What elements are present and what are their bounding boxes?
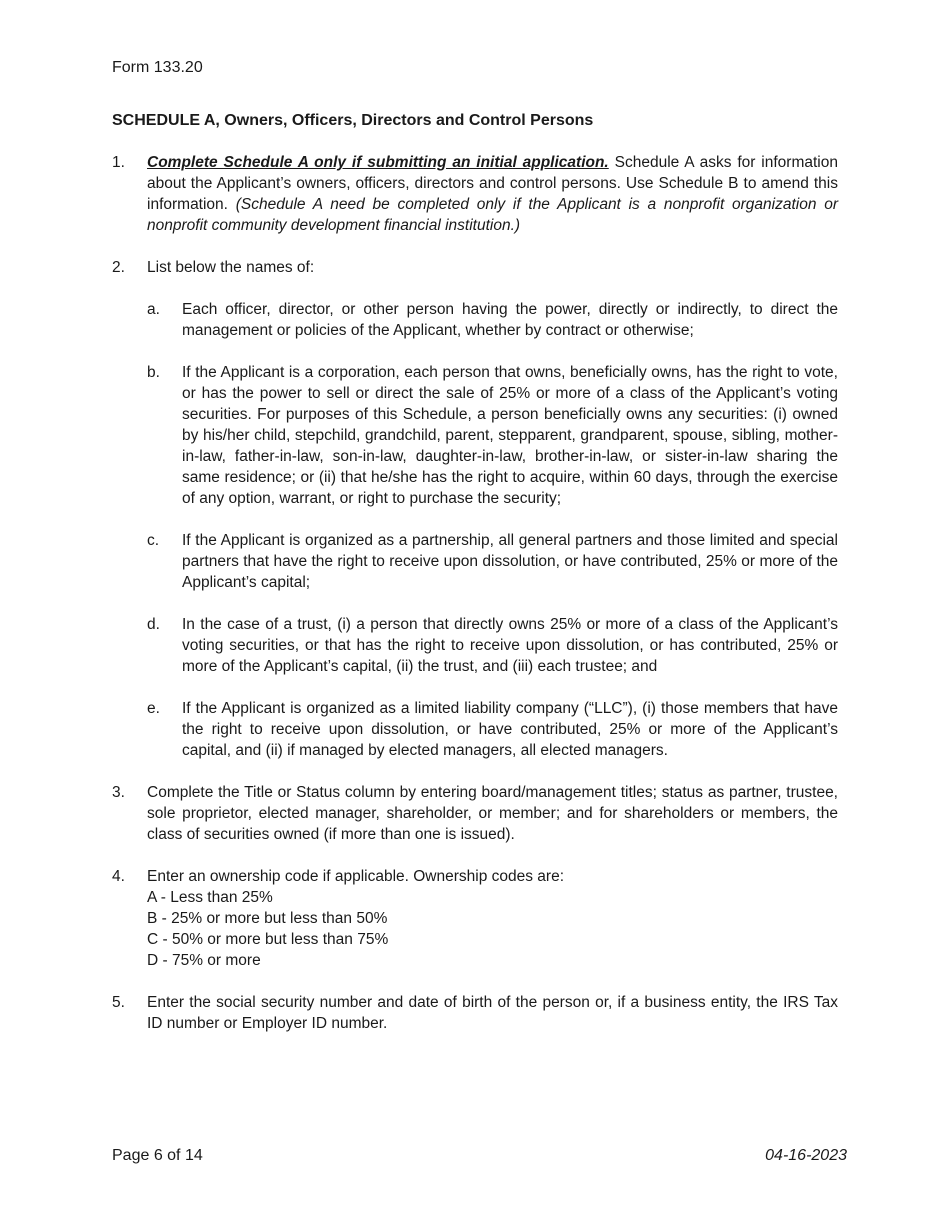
sub-item-text: If the Applicant is a corporation, each person that owns, beneficially owns, has the right to vote, or has the power to sell or direct the sale of 25% or more of a class of the Applicant’s voting securities. For purposes of this Schedule, a person beneficially owns any securities: (i) owned by his/her child, stepchild, grandchild, parent, stepparent, grandparent, spouse, sibling, mother-in-law, father-in-law, son-in-law, daughter-in-law, brother-in-law, or sister-in-law sharing the same residence; or (ii) that he/she has the right to acquire, within 60 days, through the exercise of any option, warrant, or right to purchase the security; (182, 364, 838, 507)
sub-item-letter: a. (147, 301, 160, 318)
sub-item-text: If the Applicant is organized as a partnership, all general partners and those limited and special partners that have the right to receive upon dissolution, or have contributed, 25% or more of the Applicant’s capital; (182, 532, 838, 591)
item-number: 3. (112, 784, 125, 801)
ownership-code: A - Less than 25% (147, 889, 273, 906)
sub-item-letter: c. (147, 532, 160, 549)
sub-item-text: Each officer, director, or other person having the power, directly or indirectly, to direct the management or policies of the Applicant, whether by contract or otherwise; (182, 301, 838, 339)
instruction-item-5 (112, 992, 838, 1034)
item-emphasis: Complete Schedule A only if submitting an initial application. (147, 154, 609, 171)
instructions-list (112, 152, 838, 1055)
item-number: 5. (112, 994, 125, 1011)
ownership-code: D - 75% or more (147, 952, 261, 969)
ownership-code: C - 50% or more but less than 75% (147, 931, 389, 948)
form-number: Form 133.20 (112, 59, 203, 76)
page-title: SCHEDULE A, Owners, Officers, Directors and Control Persons (112, 112, 594, 129)
sub-item-c (147, 530, 838, 593)
page-number: Page 6 of 14 (112, 1147, 203, 1164)
ownership-code: B - 25% or more but less than 50% (147, 910, 388, 927)
item-text: Schedule A asks for information about the Applicant’s owners, officers, directors and control persons. Use Schedule B to amend this information. (147, 154, 838, 213)
instruction-item-4 (112, 866, 838, 971)
sub-item-e (147, 698, 838, 761)
item-text: Enter the social security number and date of birth of the person or, if a business entity, the IRS Tax ID number or Employer ID number. (147, 994, 838, 1032)
item-italic-note: (Schedule A need be completed only if the Applicant is a nonprofit organization or nonprofit community development financial institution.) (147, 196, 838, 234)
instruction-item-1 (112, 152, 838, 236)
item-number: 1. (112, 154, 125, 171)
revision-date: 04-16-2023 (765, 1147, 847, 1164)
item-text: List below the names of: (147, 259, 315, 276)
sub-item-text: If the Applicant is organized as a limited liability company (“LLC”), (i) those members that have the right to receive upon dissolution, or have contributed, 25% or more of the Applicant’s capital, and (ii) if managed by elected managers, all elected managers. (182, 700, 838, 759)
instruction-item-3 (112, 782, 838, 845)
item-number: 4. (112, 868, 125, 885)
sub-item-a (147, 299, 838, 341)
item-text: Complete the Title or Status column by entering board/management titles; status as partner, trustee, sole proprietor, elected manager, shareholder, or member; and for shareholders or members, the class of securities owned (if more than one is issued). (147, 784, 838, 843)
sub-list (147, 299, 838, 761)
instruction-item-2 (112, 257, 838, 761)
sub-item-b (147, 362, 838, 509)
sub-item-letter: e. (147, 700, 160, 717)
sub-item-d (147, 614, 838, 677)
sub-item-letter: b. (147, 364, 160, 381)
sub-item-text: In the case of a trust, (i) a person that directly owns 25% or more of a class of the Applicant’s voting securities, or that has the right to receive upon dissolution, or has contributed, 25% or more of the Applicant’s capital, (ii) the trust, and (iii) each trustee; and (182, 616, 838, 675)
item-number: 2. (112, 259, 125, 276)
ownership-codes (147, 887, 838, 971)
sub-item-letter: d. (147, 616, 160, 633)
item-text: Enter an ownership code if applicable. Ownership codes are: (147, 868, 565, 885)
